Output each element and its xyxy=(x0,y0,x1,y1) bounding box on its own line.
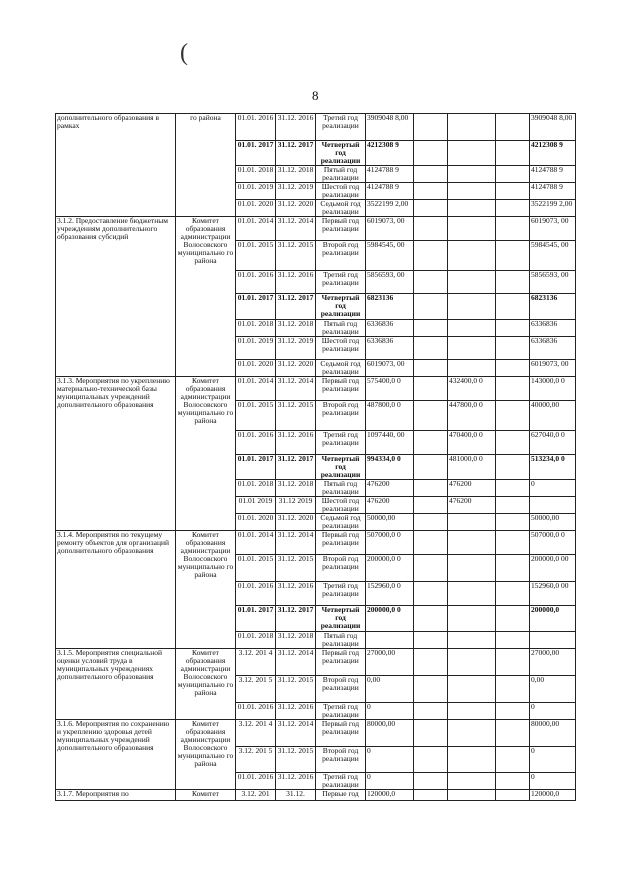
other-sources xyxy=(496,200,530,217)
regional-budget xyxy=(448,703,496,720)
federal-budget xyxy=(414,320,448,337)
start-date: 01.01. 2015 xyxy=(236,401,276,431)
start-date: 01.01. 2017 xyxy=(236,141,276,166)
other-sources xyxy=(496,337,530,360)
end-date: 31.12. 2018 xyxy=(276,480,316,497)
total-amount: 27000,00 xyxy=(366,649,414,676)
regional-budget xyxy=(448,337,496,360)
executor-name: Комитет образования администрации Волосовского муниципально го района xyxy=(176,720,236,790)
local-budget xyxy=(530,632,576,649)
handwritten-mark: ( xyxy=(180,40,188,66)
local-budget xyxy=(530,497,576,514)
table-row xyxy=(56,377,576,401)
start-date: 01.01. 2017 xyxy=(236,606,276,632)
local-budget: 6336836 xyxy=(530,320,576,337)
local-budget: 0 xyxy=(530,703,576,720)
end-date: 31.12. 2015 xyxy=(276,241,316,271)
regional-budget: 470400,0 0 xyxy=(448,431,496,455)
total-amount: 0 xyxy=(366,747,414,773)
activity-title: 3.1.4. Мероприятия по текущему ремонту объектов для организаций дополнительного образования xyxy=(56,531,176,649)
other-sources xyxy=(496,377,530,401)
total-amount: 575400,0 0 xyxy=(366,377,414,401)
implementation-year: Первый год реализации xyxy=(316,720,366,747)
total-amount: 6823136 xyxy=(366,294,414,320)
federal-budget xyxy=(414,271,448,294)
start-date: 01.01. 2014 xyxy=(236,217,276,241)
other-sources xyxy=(496,271,530,294)
other-sources xyxy=(496,606,530,632)
local-budget: 6336836 xyxy=(530,337,576,360)
implementation-year: Седьмой год реализации xyxy=(316,514,366,531)
federal-budget xyxy=(414,649,448,676)
regional-budget xyxy=(448,555,496,582)
federal-budget xyxy=(414,200,448,217)
implementation-year: Третий год реализации xyxy=(316,582,366,606)
implementation-year: Пятый год реализации xyxy=(316,320,366,337)
implementation-year: Третий год реализации xyxy=(316,114,366,141)
local-budget: 152960,0 00 xyxy=(530,582,576,606)
implementation-year: Второй год реализации xyxy=(316,747,366,773)
other-sources xyxy=(496,141,530,166)
table-row xyxy=(56,720,576,747)
local-budget: 507000,0 0 xyxy=(530,531,576,555)
regional-budget xyxy=(448,773,496,790)
executor-name: Комитет образования администрации Волосовского муниципально го района xyxy=(176,217,236,377)
end-date: 31.12. 2014 xyxy=(276,649,316,676)
implementation-year: Третий год реализации xyxy=(316,271,366,294)
total-amount: 0,00 xyxy=(366,676,414,703)
other-sources xyxy=(496,217,530,241)
implementation-year: Пятый год реализации xyxy=(316,632,366,649)
other-sources xyxy=(496,649,530,676)
total-amount: 3909048 8,00 xyxy=(366,114,414,141)
start-date: 01.01. 2020 xyxy=(236,360,276,377)
start-date: 01.01. 2019 xyxy=(236,183,276,200)
implementation-year: Первый год реализации xyxy=(316,531,366,555)
federal-budget xyxy=(414,790,448,801)
end-date: 31.12. 2020 xyxy=(276,200,316,217)
regional-budget xyxy=(448,360,496,377)
total-amount: 152960,0 0 xyxy=(366,582,414,606)
federal-budget xyxy=(414,555,448,582)
implementation-year: Первый год реализации xyxy=(316,217,366,241)
other-sources xyxy=(496,401,530,431)
implementation-year: Седьмой год реализации xyxy=(316,360,366,377)
federal-budget xyxy=(414,676,448,703)
other-sources xyxy=(496,114,530,141)
total-amount: 476200 xyxy=(366,497,414,514)
local-budget: 40000,00 xyxy=(530,401,576,431)
start-date: 01.01. 2020 xyxy=(236,200,276,217)
start-date: 01.01. 2016 xyxy=(236,114,276,141)
table-row xyxy=(56,531,576,555)
end-date: 31.12. 2017 xyxy=(276,294,316,320)
other-sources xyxy=(496,360,530,377)
implementation-year: Первый год реализации xyxy=(316,377,366,401)
other-sources xyxy=(496,773,530,790)
regional-budget xyxy=(448,606,496,632)
end-date: 31.12. 2015 xyxy=(276,676,316,703)
end-date: 31.12. 2014 xyxy=(276,720,316,747)
federal-budget xyxy=(414,401,448,431)
table-row xyxy=(56,217,576,241)
regional-budget xyxy=(448,217,496,241)
start-date: 01.01. 2014 xyxy=(236,531,276,555)
start-date: 01.01. 2015 xyxy=(236,555,276,582)
table-row xyxy=(56,649,576,676)
start-date: 01.01. 2020 xyxy=(236,514,276,531)
other-sources xyxy=(496,703,530,720)
other-sources xyxy=(496,531,530,555)
implementation-year: Второй год реализации xyxy=(316,241,366,271)
implementation-year: Седьмой год реализации xyxy=(316,200,366,217)
executor-name: Комитет xyxy=(176,790,236,801)
page-number: 8 xyxy=(312,88,319,103)
federal-budget xyxy=(414,360,448,377)
total-amount xyxy=(366,632,414,649)
other-sources xyxy=(496,582,530,606)
implementation-year: Первые год xyxy=(316,790,366,801)
activity-title: дополнительного образования в рамках xyxy=(56,114,176,217)
local-budget: 0,00 xyxy=(530,676,576,703)
local-budget: 4212308 9 xyxy=(530,141,576,166)
start-date: 01.01. 2016 xyxy=(236,271,276,294)
regional-budget xyxy=(448,200,496,217)
total-amount: 80000,00 xyxy=(366,720,414,747)
start-date: 01.01. 2015 xyxy=(236,241,276,271)
regional-budget xyxy=(448,141,496,166)
local-budget: 627040,0 0 xyxy=(530,431,576,455)
local-budget: 120000,0 xyxy=(530,790,576,801)
implementation-year: Шестой год реализации xyxy=(316,337,366,360)
start-date: 01.01. 2016 xyxy=(236,431,276,455)
table-row xyxy=(56,114,576,141)
federal-budget xyxy=(414,747,448,773)
total-amount: 4212308 9 xyxy=(366,141,414,166)
federal-budget xyxy=(414,183,448,200)
federal-budget xyxy=(414,217,448,241)
regional-budget: 481000,0 0 xyxy=(448,455,496,480)
local-budget: 5984545, 00 xyxy=(530,241,576,271)
executor-name: го района xyxy=(176,114,236,217)
total-amount: 0 xyxy=(366,773,414,790)
implementation-year: Второй год реализации xyxy=(316,555,366,582)
total-amount: 994334,0 0 xyxy=(366,455,414,480)
regional-budget: 476200 xyxy=(448,497,496,514)
local-budget: 80000,00 xyxy=(530,720,576,747)
federal-budget xyxy=(414,455,448,480)
start-date: 01.01. 2019 xyxy=(236,337,276,360)
federal-budget xyxy=(414,703,448,720)
federal-budget xyxy=(414,531,448,555)
regional-budget xyxy=(448,294,496,320)
other-sources xyxy=(496,320,530,337)
executor-name: Комитет образования администрации Волосовского муниципально го района xyxy=(176,377,236,531)
total-amount: 4124788 9 xyxy=(366,166,414,183)
local-budget: 4124788 9 xyxy=(530,166,576,183)
end-date: 31.12. 2018 xyxy=(276,320,316,337)
end-date: 31.12. 2015 xyxy=(276,555,316,582)
other-sources xyxy=(496,555,530,582)
federal-budget xyxy=(414,582,448,606)
regional-budget: 432400,0 0 xyxy=(448,377,496,401)
federal-budget xyxy=(414,141,448,166)
end-date: 31.12. 2020 xyxy=(276,514,316,531)
implementation-year: Четвертый год реализации xyxy=(316,606,366,632)
other-sources xyxy=(496,676,530,703)
start-date: 01.01. 2017 xyxy=(236,455,276,480)
start-date: 01.01. 2017 xyxy=(236,294,276,320)
program-activities-table xyxy=(55,113,576,801)
start-date: 3.12. 201 4 xyxy=(236,649,276,676)
end-date: 31.12. 2018 xyxy=(276,632,316,649)
regional-budget xyxy=(448,720,496,747)
other-sources xyxy=(496,514,530,531)
local-budget: 143000,0 0 xyxy=(530,377,576,401)
start-date: 01.01. 2018 xyxy=(236,480,276,497)
other-sources xyxy=(496,431,530,455)
implementation-year: Шестой год реализации xyxy=(316,183,366,200)
end-date: 31.12. 2017 xyxy=(276,455,316,480)
regional-budget xyxy=(448,582,496,606)
other-sources xyxy=(496,790,530,801)
activity-title: 3.1.7. Мероприятия по xyxy=(56,790,176,801)
end-date: 31.12. 2019 xyxy=(276,337,316,360)
total-amount: 507000,0 0 xyxy=(366,531,414,555)
other-sources xyxy=(496,241,530,271)
regional-budget xyxy=(448,114,496,141)
federal-budget xyxy=(414,241,448,271)
local-budget: 513234,0 0 xyxy=(530,455,576,480)
start-date: 01.01. 2018 xyxy=(236,632,276,649)
local-budget: 5856593, 00 xyxy=(530,271,576,294)
start-date: 3.12. 201 4 xyxy=(236,720,276,747)
other-sources xyxy=(496,720,530,747)
end-date: 31.12. 2016 xyxy=(276,773,316,790)
implementation-year: Второй год реализации xyxy=(316,676,366,703)
end-date: 31.12. 2019 xyxy=(276,183,316,200)
federal-budget xyxy=(414,497,448,514)
local-budget: 3909048 8,00 xyxy=(530,114,576,141)
federal-budget xyxy=(414,480,448,497)
federal-budget xyxy=(414,773,448,790)
regional-budget: 476200 xyxy=(448,480,496,497)
other-sources xyxy=(496,183,530,200)
start-date: 3.12. 201 5 xyxy=(236,676,276,703)
start-date: 01.01. 2016 xyxy=(236,582,276,606)
end-date: 31.12. xyxy=(276,790,316,801)
total-amount: 200000,0 0 xyxy=(366,555,414,582)
executor-name: Комитет образования администрации Волосовского муниципально го района xyxy=(176,649,236,720)
federal-budget xyxy=(414,166,448,183)
start-date: 01.01 2019 xyxy=(236,497,276,514)
implementation-year: Третий год реализации xyxy=(316,431,366,455)
start-date: 3.12. 201 xyxy=(236,790,276,801)
start-date: 01.01. 2018 xyxy=(236,166,276,183)
federal-budget xyxy=(414,377,448,401)
other-sources xyxy=(496,632,530,649)
activity-title: 3.1.2. Предоставление бюджетным учреждениям дополнительного образования субсидий xyxy=(56,217,176,377)
regional-budget xyxy=(448,747,496,773)
local-budget: 3522199 2,00 xyxy=(530,200,576,217)
regional-budget xyxy=(448,183,496,200)
implementation-year: Четвертый год реализации xyxy=(316,141,366,166)
end-date: 31.12. 2015 xyxy=(276,747,316,773)
regional-budget xyxy=(448,632,496,649)
federal-budget xyxy=(414,294,448,320)
end-date: 31.12. 2014 xyxy=(276,531,316,555)
total-amount: 0 xyxy=(366,703,414,720)
implementation-year: Шестой год реализации xyxy=(316,497,366,514)
total-amount: 6019073, 00 xyxy=(366,360,414,377)
end-date: 31.12. 2016 xyxy=(276,703,316,720)
other-sources xyxy=(496,480,530,497)
total-amount: 5984545, 00 xyxy=(366,241,414,271)
end-date: 31.12. 2018 xyxy=(276,166,316,183)
total-amount: 6019073, 00 xyxy=(366,217,414,241)
activity-title: 3.1.6. Мероприятия по сохранению и укреплению здоровья детей муниципальных учреждений дополнительного образования xyxy=(56,720,176,790)
other-sources xyxy=(496,166,530,183)
total-amount: 3522199 2,00 xyxy=(366,200,414,217)
executor-name: Комитет образования администрации Волосовского муниципально го района xyxy=(176,531,236,649)
end-date: 31.12. 2016 xyxy=(276,582,316,606)
end-date: 31.12. 2016 xyxy=(276,114,316,141)
total-amount: 5856593, 00 xyxy=(366,271,414,294)
regional-budget xyxy=(448,514,496,531)
start-date: 01.01. 2016 xyxy=(236,703,276,720)
total-amount: 1097440, 00 xyxy=(366,431,414,455)
implementation-year: Пятый год реализации xyxy=(316,166,366,183)
start-date: 01.01. 2014 xyxy=(236,377,276,401)
total-amount: 6336836 xyxy=(366,337,414,360)
federal-budget xyxy=(414,431,448,455)
total-amount: 476200 xyxy=(366,480,414,497)
other-sources xyxy=(496,294,530,320)
local-budget: 6019073, 00 xyxy=(530,360,576,377)
end-date: 31.12. 2016 xyxy=(276,431,316,455)
local-budget: 27000,00 xyxy=(530,649,576,676)
end-date: 31.12. 2020 xyxy=(276,360,316,377)
local-budget: 6019073, 00 xyxy=(530,217,576,241)
federal-budget xyxy=(414,632,448,649)
local-budget: 0 xyxy=(530,773,576,790)
local-budget: 4124788 9 xyxy=(530,183,576,200)
regional-budget xyxy=(448,241,496,271)
total-amount: 120000,0 xyxy=(366,790,414,801)
end-date: 31.12 2019 xyxy=(276,497,316,514)
federal-budget xyxy=(414,720,448,747)
local-budget: 200000,0 xyxy=(530,606,576,632)
end-date: 31.12. 2014 xyxy=(276,217,316,241)
implementation-year: Третий год реализации xyxy=(316,773,366,790)
start-date: 3.12. 201 5 xyxy=(236,747,276,773)
implementation-year: Третий год реализации xyxy=(316,703,366,720)
end-date: 31.12. 2016 xyxy=(276,271,316,294)
regional-budget xyxy=(448,790,496,801)
regional-budget xyxy=(448,649,496,676)
other-sources xyxy=(496,497,530,514)
other-sources xyxy=(496,747,530,773)
other-sources xyxy=(496,455,530,480)
implementation-year: Четвертый год реализации xyxy=(316,455,366,480)
end-date: 31.12. 2014 xyxy=(276,377,316,401)
implementation-year: Пятый год реализации xyxy=(316,480,366,497)
end-date: 31.12. 2015 xyxy=(276,401,316,431)
total-amount: 6336836 xyxy=(366,320,414,337)
activity-title: 3.1.5. Мероприятия специальной оценки условий труда в муниципальных учреждениях дополнительного образования xyxy=(56,649,176,720)
regional-budget xyxy=(448,531,496,555)
start-date: 01.01. 2016 xyxy=(236,773,276,790)
end-date: 31.12. 2017 xyxy=(276,141,316,166)
implementation-year: Четвертый год реализации xyxy=(316,294,366,320)
activity-title: 3.1.3. Мероприятия по укреплению материально-технической базы муниципальных учреждений дополнительного образования xyxy=(56,377,176,531)
table-row xyxy=(56,790,576,801)
federal-budget xyxy=(414,337,448,360)
local-budget: 6823136 xyxy=(530,294,576,320)
total-amount: 50000,00 xyxy=(366,514,414,531)
regional-budget xyxy=(448,271,496,294)
start-date: 01.01. 2018 xyxy=(236,320,276,337)
implementation-year: Первый год реализации xyxy=(316,649,366,676)
regional-budget xyxy=(448,320,496,337)
total-amount: 200000,0 0 xyxy=(366,606,414,632)
local-budget: 0 xyxy=(530,480,576,497)
regional-budget: 447800,0 0 xyxy=(448,401,496,431)
total-amount: 4124788 9 xyxy=(366,183,414,200)
total-amount: 487800,0 0 xyxy=(366,401,414,431)
federal-budget xyxy=(414,114,448,141)
federal-budget xyxy=(414,606,448,632)
local-budget: 200000,0 00 xyxy=(530,555,576,582)
local-budget: 50000,00 xyxy=(530,514,576,531)
regional-budget xyxy=(448,676,496,703)
regional-budget xyxy=(448,166,496,183)
federal-budget xyxy=(414,514,448,531)
local-budget: 0 xyxy=(530,747,576,773)
implementation-year: Второй год реализации xyxy=(316,401,366,431)
end-date: 31.12. 2017 xyxy=(276,606,316,632)
